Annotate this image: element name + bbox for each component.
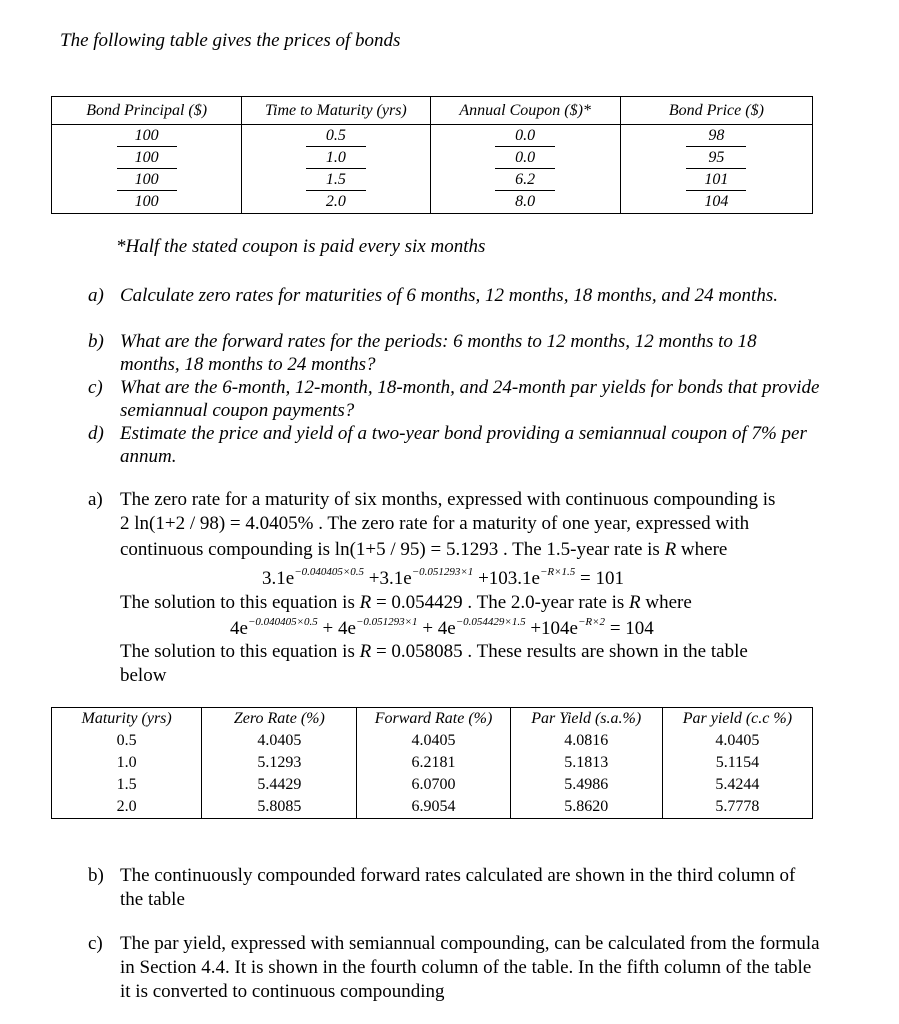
table-cell: 4.0405 bbox=[662, 730, 812, 752]
table-cell: 5.8620 bbox=[510, 796, 662, 819]
eq2-exp1: −0.040405×0.5 bbox=[247, 616, 318, 628]
bond-table bbox=[51, 96, 813, 214]
answer-b-label: b) bbox=[88, 865, 104, 886]
answer-a-line7-end: = 0.058085 . These results are shown in the table bbox=[371, 641, 748, 662]
table-cell: 5.4429 bbox=[202, 774, 357, 796]
table-cell: 0.5 bbox=[52, 730, 202, 752]
header-zero-rate: Zero Rate (%) bbox=[202, 708, 357, 731]
question-text: Estimate the price and yield of a two-year bond providing a semiannual coupon of 7% per annum. bbox=[120, 423, 807, 467]
cell-value: 100 bbox=[117, 125, 177, 147]
cell-value: 8.0 bbox=[515, 193, 536, 210]
equation-2 bbox=[230, 616, 654, 640]
answer-a-line2: 2 ln(1+2 / 98) = 4.0405% . The zero rate for a maturity of one year, expressed with bbox=[120, 513, 750, 534]
cell-value: 101 bbox=[686, 169, 746, 191]
table-cell bbox=[242, 125, 430, 148]
cell-value: 100 bbox=[134, 193, 159, 210]
cell-value: 104 bbox=[704, 193, 729, 210]
eq1-term3: +103.1e bbox=[473, 568, 540, 589]
answer-a-label: a) bbox=[88, 489, 103, 510]
table-cell: 6.2181 bbox=[357, 752, 510, 774]
table-cell: 1.0 bbox=[52, 752, 202, 774]
eq1-term2: +3.1e bbox=[364, 568, 412, 589]
cell-value: 0.0 bbox=[495, 125, 555, 147]
answer-a-line3 bbox=[120, 538, 727, 562]
table-cell bbox=[242, 191, 430, 214]
answer-a-line7 bbox=[120, 640, 748, 664]
table-cell bbox=[620, 147, 812, 169]
answer-a-line5-mid: = 0.054429 . The 2.0-year rate is bbox=[371, 592, 625, 613]
table-cell: 5.4986 bbox=[510, 774, 662, 796]
cell-value: 0.5 bbox=[306, 125, 366, 147]
table-cell: 2.0 bbox=[52, 796, 202, 819]
cell-value: 95 bbox=[686, 147, 746, 169]
eq2-term4: +104e bbox=[525, 618, 578, 639]
table-cell: 4.0405 bbox=[357, 730, 510, 752]
cell-value: 98 bbox=[686, 125, 746, 147]
header-principal: Bond Principal ($) bbox=[52, 97, 242, 125]
table-cell bbox=[52, 147, 242, 169]
eq1-exp1: −0.040405×0.5 bbox=[294, 566, 365, 578]
table-cell: 4.0405 bbox=[202, 730, 357, 752]
table-cell bbox=[430, 169, 620, 191]
table-cell: 5.1154 bbox=[662, 752, 812, 774]
answer-a-line1: The zero rate for a maturity of six months, expressed with continuous compounding is bbox=[120, 489, 776, 510]
header-coupon: Annual Coupon ($)* bbox=[430, 97, 620, 125]
table-cell: 5.7778 bbox=[662, 796, 812, 819]
answer-a-line8: below bbox=[120, 665, 167, 686]
table-cell bbox=[430, 125, 620, 148]
cell-value: 100 bbox=[117, 169, 177, 191]
page-title: The following table gives the prices of bonds bbox=[60, 30, 401, 51]
cell-value: 100 bbox=[117, 147, 177, 169]
table-row bbox=[52, 169, 813, 191]
table-row bbox=[52, 147, 813, 169]
table-row bbox=[52, 730, 813, 752]
eq1-term1: 3.1e bbox=[262, 568, 295, 589]
table-cell: 6.0700 bbox=[357, 774, 510, 796]
question-label: b) bbox=[88, 331, 104, 352]
eq2-exp3: −0.054429×1.5 bbox=[455, 616, 526, 628]
header-price: Bond Price ($) bbox=[620, 97, 812, 125]
cell-value: 2.0 bbox=[325, 193, 346, 210]
results-table bbox=[51, 707, 813, 819]
table-row bbox=[52, 752, 813, 774]
answer-a-line5 bbox=[120, 591, 692, 615]
answer-a-line3-var: R bbox=[664, 539, 677, 560]
table-header-row bbox=[52, 97, 813, 125]
answer-c-text: The par yield, expressed with semiannual compounding, can be calculated from the formula in Section 4.4. It is shown in the fourth column of the table. In the fifth column of the table it is converted to continuous compounding bbox=[120, 933, 820, 1002]
table-cell: 6.9054 bbox=[357, 796, 510, 819]
cell-value: 0.0 bbox=[495, 147, 555, 169]
table-cell bbox=[620, 169, 812, 191]
answer-a-line5-var1: R bbox=[359, 592, 372, 613]
question-text: What are the forward rates for the periods: 6 months to 12 months, 12 months to 18 months, 18 months to 24 months? bbox=[120, 331, 757, 375]
header-par-yield-cc: Par yield (c.c %) bbox=[662, 708, 812, 731]
question-label: d) bbox=[88, 423, 104, 444]
table-row bbox=[52, 774, 813, 796]
coupon-note: *Half the stated coupon is paid every six months bbox=[116, 236, 486, 257]
answer-a-line3-text: continuous compounding is ln(1+5 / 95) = 5.1293 . The 1.5-year rate is bbox=[120, 539, 660, 560]
eq1-result: = 101 bbox=[575, 568, 625, 589]
header-forward-rate: Forward Rate (%) bbox=[357, 708, 510, 731]
table-cell: 5.1293 bbox=[202, 752, 357, 774]
table-header-row bbox=[52, 708, 813, 731]
equation-1 bbox=[262, 566, 624, 590]
header-par-yield-sa: Par Yield (s.a.%) bbox=[510, 708, 662, 731]
table-cell bbox=[620, 125, 812, 148]
question-label: c) bbox=[88, 377, 103, 398]
header-maturity: Maturity (yrs) bbox=[52, 708, 202, 731]
table-row bbox=[52, 191, 813, 214]
table-cell: 1.5 bbox=[52, 774, 202, 796]
header-maturity: Time to Maturity (yrs) bbox=[242, 97, 430, 125]
answer-a-line7-var: R bbox=[359, 641, 372, 662]
answer-a-line5-var2: R bbox=[629, 592, 641, 613]
table-cell: 5.4244 bbox=[662, 774, 812, 796]
cell-value: 1.5 bbox=[306, 169, 366, 191]
table-cell: 5.1813 bbox=[510, 752, 662, 774]
eq2-result: = 104 bbox=[605, 618, 654, 639]
question-text: Calculate zero rates for maturities of 6 months, 12 months, 18 months, and 24 months. bbox=[120, 285, 778, 306]
question-text: What are the 6-month, 12-month, 18-month, and 24-month par yields for bonds that provide semiannual coupon payments? bbox=[120, 377, 820, 421]
question-label: a) bbox=[88, 285, 104, 306]
table-cell bbox=[430, 147, 620, 169]
answer-a-line7-text: The solution to this equation is bbox=[120, 641, 355, 662]
table-cell bbox=[52, 125, 242, 148]
table-cell bbox=[620, 191, 812, 214]
table-cell bbox=[242, 169, 430, 191]
cell-value: 1.0 bbox=[306, 147, 366, 169]
table-cell: 4.0816 bbox=[510, 730, 662, 752]
eq1-exp2: −0.051293×1 bbox=[411, 566, 474, 578]
answer-a-line3-end: where bbox=[680, 539, 728, 560]
cell-value: 6.2 bbox=[495, 169, 555, 191]
answer-c-label: c) bbox=[88, 933, 103, 954]
table-cell bbox=[52, 191, 242, 214]
table-cell: 5.8085 bbox=[202, 796, 357, 819]
table-cell bbox=[242, 147, 430, 169]
answer-a-line5-end: where bbox=[645, 592, 692, 613]
table-row bbox=[52, 796, 813, 819]
eq2-term2: + 4e bbox=[317, 618, 356, 639]
answer-a-line5-text: The solution to this equation is bbox=[120, 592, 355, 613]
eq2-term1: 4e bbox=[230, 618, 248, 639]
eq2-exp4: −R×2 bbox=[577, 616, 606, 628]
answer-b-text: The continuously compounded forward rates calculated are shown in the third column of the table bbox=[120, 865, 796, 910]
eq1-exp3: −R×1.5 bbox=[539, 566, 576, 578]
table-cell bbox=[52, 169, 242, 191]
table-row bbox=[52, 125, 813, 148]
table-cell bbox=[430, 191, 620, 214]
eq2-term3: + 4e bbox=[417, 618, 456, 639]
eq2-exp2: −0.051293×1 bbox=[355, 616, 418, 628]
